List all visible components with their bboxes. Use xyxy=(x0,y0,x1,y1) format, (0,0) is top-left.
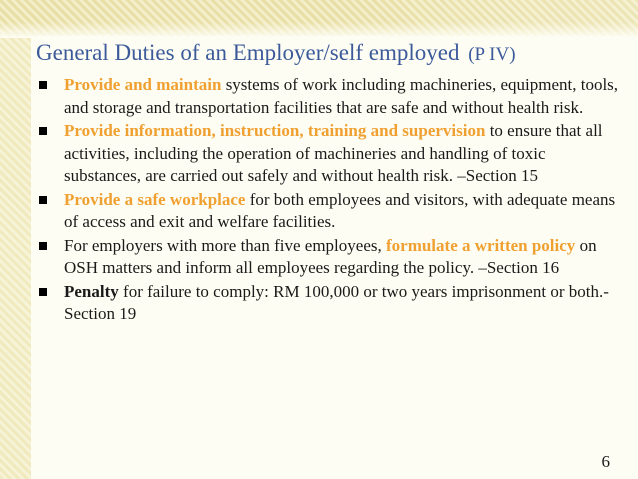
decorative-band-fade xyxy=(0,22,638,38)
square-bullet-icon xyxy=(39,81,47,89)
square-bullet-icon xyxy=(39,127,47,135)
item-text: for both employees and visitors, with adequate means of access and exit and welfare facilities. xyxy=(64,189,616,231)
list-item xyxy=(36,281,626,326)
item-highlight: Provide a safe workplace xyxy=(64,189,246,209)
square-bullet-icon xyxy=(39,196,47,204)
item-highlight: Provide information, instruction, training and supervision xyxy=(64,121,486,140)
item-text: to ensure that all activities, including the operation of machineries and handling of toxic substances, are carried out safely and without health risk. –Section 15 xyxy=(64,121,603,185)
item-pre-text: For employers with more than five employees, xyxy=(64,235,386,255)
item-highlight: formulate a written policy xyxy=(385,235,576,255)
list-item xyxy=(36,74,626,119)
square-bullet-icon xyxy=(39,288,47,296)
item-highlight: Penalty xyxy=(64,281,119,301)
slide-title-suffix: (P IV) xyxy=(468,44,516,65)
list-item xyxy=(36,189,626,234)
slide-title-main: General Duties of an Employer/self employed xyxy=(36,40,460,65)
item-text: for failure to comply: RM 100,000 or two years imprisonment or both.-Section 19 xyxy=(64,281,609,323)
page-number: 6 xyxy=(601,452,610,471)
item-text: on OSH matters and inform all employees regarding the policy. –Section 16 xyxy=(64,235,597,277)
square-bullet-icon xyxy=(39,242,47,250)
slide-title xyxy=(36,40,632,66)
item-text: systems of work including machineries, equipment, tools, and storage and transportation facilities that are safe and without health risk. xyxy=(64,75,619,117)
list-item xyxy=(36,235,626,280)
duties-list xyxy=(36,74,626,327)
item-highlight: Provide and maintain xyxy=(64,75,222,94)
decorative-sidebar xyxy=(0,0,31,479)
list-item xyxy=(36,120,626,188)
